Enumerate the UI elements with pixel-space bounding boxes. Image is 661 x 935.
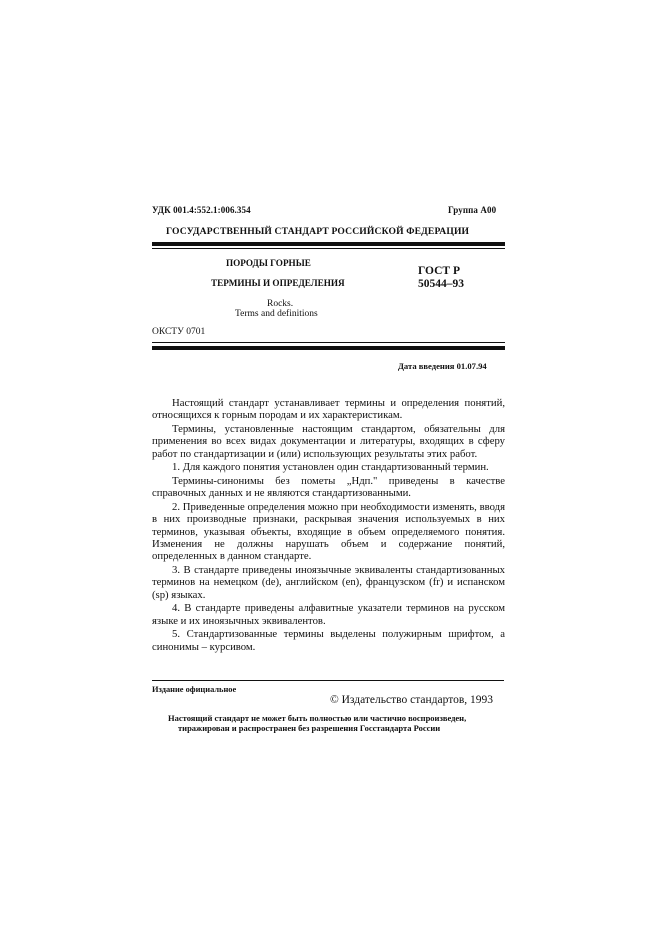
- paragraph-item-1: 1. Для каждого понятия установлен один стандартизованный термин.: [172, 461, 489, 474]
- paragraph-item-4: 4. В стандарте приведены алфавитные указатели терминов на русском языке и их иноязычных эквивалентов.: [152, 602, 505, 627]
- copyright-notice: © Издательство стандартов, 1993: [330, 694, 494, 706]
- paragraph-intro: Настоящий стандарт устанавливает термины и определения понятий, относящихся к горным породам и их характеристикам.: [152, 397, 505, 422]
- body-text: [152, 397, 505, 653]
- middle-thick-rule: [152, 346, 505, 350]
- middle-thin-rule: [152, 342, 505, 343]
- paragraph-item-3: 3. В стандарте приведены иноязычные эквиваленты стандартизованных терминов на немецком (de), английском (en), французском (fr) и испанском (sp) языках.: [152, 563, 505, 601]
- footer-rule: [152, 680, 504, 681]
- paragraph-scope: Термины, установленные настоящим стандартом, обязательны для применения во всех видах документации и литературы, входящих в сферу работ по стандартизации и (или) использующих результаты этих работ.: [152, 422, 505, 460]
- paragraph-synonyms: Термины-синонимы без пометы „Ндп." приведены в качестве справочных данных и не являются стандартизованными.: [152, 474, 505, 500]
- english-title-line2: Terms and definitions: [235, 309, 318, 319]
- reproduction-notice-line1: Настоящий стандарт не может быть полностью или частично воспроизведен,: [168, 713, 467, 723]
- top-thick-rule: [152, 242, 505, 246]
- effective-date: Дата введения 01.07.94: [398, 361, 487, 371]
- udk-code: УДК 001.4:552.1:006.354: [152, 205, 251, 215]
- okstu-code: ОКСТУ 0701: [152, 327, 206, 337]
- english-title-line1: Rocks.: [267, 299, 294, 309]
- paragraph-item-2: 2. Приведенные определения можно при необходимости изменять, вводя в них производные признаки, раскрывая значения используемых в них терминов, указывая объекты, входящие в объем определяемого понятия. Изменения не должны нарушать объем и содержание понятий, определенных в данном стандарте.: [152, 500, 505, 563]
- reproduction-notice-line2: тиражирован и распространен без разрешения Госстандарта России: [178, 723, 441, 733]
- gost-label: ГОСТ Р: [418, 265, 460, 277]
- standard-title-line2: ТЕРМИНЫ И ОПРЕДЕЛЕНИЯ: [211, 278, 345, 288]
- organization-title: ГОСУДАРСТВЕННЫЙ СТАНДАРТ РОССИЙСКОЙ ФЕДЕРАЦИИ: [166, 226, 470, 237]
- standard-title-line1: ПОРОДЫ ГОРНЫЕ: [226, 258, 311, 268]
- group-code: Группа А00: [448, 205, 497, 215]
- top-thin-rule: [152, 248, 505, 249]
- gost-number: 50544–93: [418, 278, 464, 290]
- official-edition-label: Издание официальное: [152, 685, 237, 694]
- paragraph-item-5: 5. Стандартизованные термины выделены полужирным шрифтом, а синонимы – курсивом.: [152, 628, 505, 653]
